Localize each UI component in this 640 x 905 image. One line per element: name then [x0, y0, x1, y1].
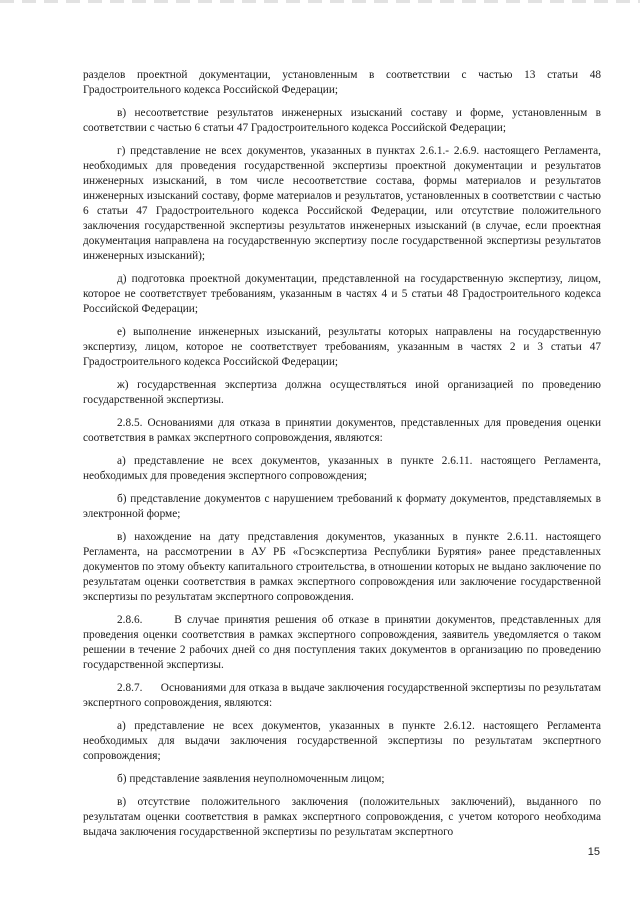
paragraph-2-8-7-b: б) представление заявления неуполномоченным лицом; — [117, 773, 385, 785]
paragraph-item-d: д) подготовка проектной документации, представленной на государственную экспертизу, лицом, которое не соответствует требованиям, указанным в частях 4 и 5 статьи 48 Градостроительного кодекса Российской Федерации; — [83, 273, 601, 315]
paragraph-2-8-7-v: в) отсутствие положительного заключения (положительных заключений), выданного по результатам оценки соответствия в рамках экспертного сопровождения, с учетом которого необходима выдача заключения государственной экспертизы по результатам экспертного — [83, 796, 601, 838]
paragraph-2-8-7-a: а) представление не всех документов, указанных в пункте 2.6.12. настоящего Регламента необходимых для выдачи заключения государственной экспертизы по результатам экспертного сопровождения; — [83, 720, 601, 762]
scan-edge — [0, 0, 640, 3]
paragraph-2-8-5-b: б) представление документов с нарушением требований к формату документов, представляемых в электронной форме; — [83, 493, 601, 520]
paragraph-2-8-5: 2.8.5. Основаниями для отказа в принятии документов, представленных для проведения оценки соответствия в рамках экспертного сопровождения, являются: — [83, 417, 601, 444]
paragraph-item-v: в) несоответствие результатов инженерных изысканий составу и форме, установленным в соответствии с частью 6 статьи 47 Градостроительного кодекса Российской Федерации; — [83, 107, 601, 134]
paragraph-2-8-6: 2.8.6. В случае принятия решения об отказе в принятии документов, представленных для проведения оценки соответствия в рамках экспертного сопровождения, заявитель уведомляется о таком решении в течение 2 рабочих дней со дня поступления таких документов в организацию по проведению государственной экспертизы. — [83, 614, 604, 671]
paragraph-2-8-5-a: а) представление не всех документов, указанных в пункте 2.6.11. настоящего Регламента, необходимых для проведения экспертного сопровождения; — [83, 455, 601, 482]
paragraph-item-g: г) представление не всех документов, указанных в пунктах 2.6.1.- 2.6.9. настоящего Регламента, необходимых для проведения государственной экспертизы проектной документации и результатов инженерных изысканий, в том числе несоответствие состава, формы материалов и результатов инженерных изысканий составу, форме материалов и результатов, установленных в соответствии с частью 6 статьи 47 Градостроительного кодекса Российской Федерации, или отсутствие положительного заключения государственной экспертизы результатов инженерных изысканий (в случае, если проектная документация направлена на государственную экспертизу после государственной экспертизы результатов инженерных изысканий); — [83, 145, 601, 262]
paragraph-item-zh: ж) государственная экспертиза должна осуществляться иной организацией по проведению государственной экспертизы. — [83, 379, 601, 406]
document-body — [83, 68, 604, 848]
paragraph-item-e: е) выполнение инженерных изысканий, результаты которых направлены на государственную экспертизу, лицом, которое не соответствует требованиям, указанным в частях 2 и 3 статьи 47 Градостроительного кодекса Российской Федерации; — [83, 326, 601, 368]
page-number: 15 — [587, 846, 600, 858]
paragraph-2-8-5-v: в) нахождение на дату представления документов, указанных в пункте 2.6.11. настоящего Регламента, на рассмотрении в АУ РБ «Госэкспертиза Республики Бурятия» ранее представленных документов по этому объекту капитального строительства, в отношении которых не выдано заключение по результатам оценки соответствия в рамках экспертного сопровождения или заключение государственной экспертизы по результатам экспертного сопровождения. — [83, 531, 601, 603]
paragraph-continuation: разделов проектной документации, установленным в соответствии с частью 13 статьи 48 Градостроительного кодекса Российской Федерации; — [83, 69, 601, 96]
paragraph-2-8-7: 2.8.7. Основаниями для отказа в выдаче заключения государственной экспертизы по результатам экспертного сопровождения, являются: — [83, 682, 604, 709]
